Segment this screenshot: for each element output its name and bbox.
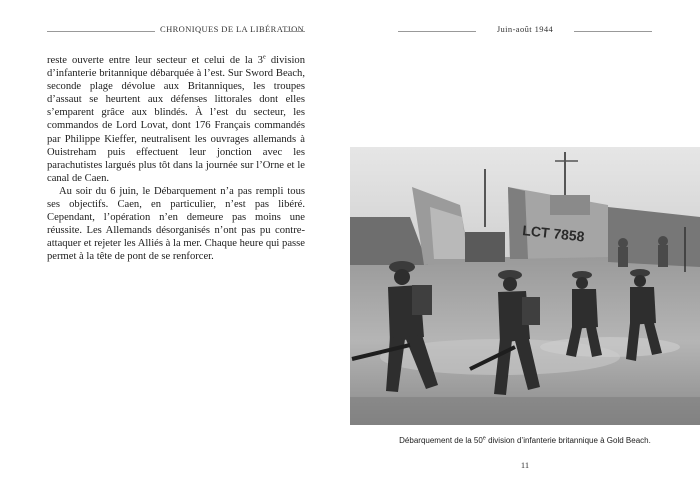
header-rule-right-a [398,31,476,32]
caption-text-a: Débarquement de la 50 [399,436,483,445]
caption-ordinal-superscript: e [482,435,486,442]
hull-marking: LCT 7858 [521,222,586,245]
caption-text-b: division d’infanterie britannique à Gold Beach. [485,436,651,445]
body-text-column [47,54,305,264]
header-rule-left-a [47,31,155,32]
running-head-chapter-title: Juin-août 1944 [496,24,554,34]
photo-drawing [350,147,700,425]
ordinal-superscript: e [262,53,266,61]
paragraph-1-text-a: reste ouverte entre leur secteur et celui de la 3 [47,55,263,66]
paragraph-1-text-b: division d’infanterie britannique débarquée à l’est. Sur Sword Beach, seconde plage dévolue aux Britanniques, les troupes d’assaut se heurtent aux défenses littorales dont elles s’emparent grâce aux blindés. À l’est du secteur, les commandos de Lord Lovat, dont 176 Français commandés par Philippe Kieffer, neutralisent les ouvrages allemands à Ouistreham puis effectuent leur jonction avec les parachutistes largués plus tôt dans la journée sur l’Orne et le canal de Caen. [47,55,305,184]
page-number: 11 [520,460,530,470]
paragraph-1 [47,54,305,185]
photo-caption [350,436,700,445]
paragraph-2: Au soir du 6 juin, le Débarquement n’a pas rempli tous ses objectifs. Caen, en particulier, n’est pas libéré. Cependant, l’opération n’en demeure pas moins une réussite. Les Allemands désorganisés n’ont pas pu contre-attaquer et rejeter les Alliés à la mer. Chaque heure qui passe permet à la tête de pont de se renforcer. [47,185,305,263]
landing-photograph [350,147,700,425]
header-rule-right-b [574,31,652,32]
running-head-book-title: CHRONIQUES DE LA LIBÉRATION [160,24,305,34]
header-rule-left-b [285,31,305,32]
